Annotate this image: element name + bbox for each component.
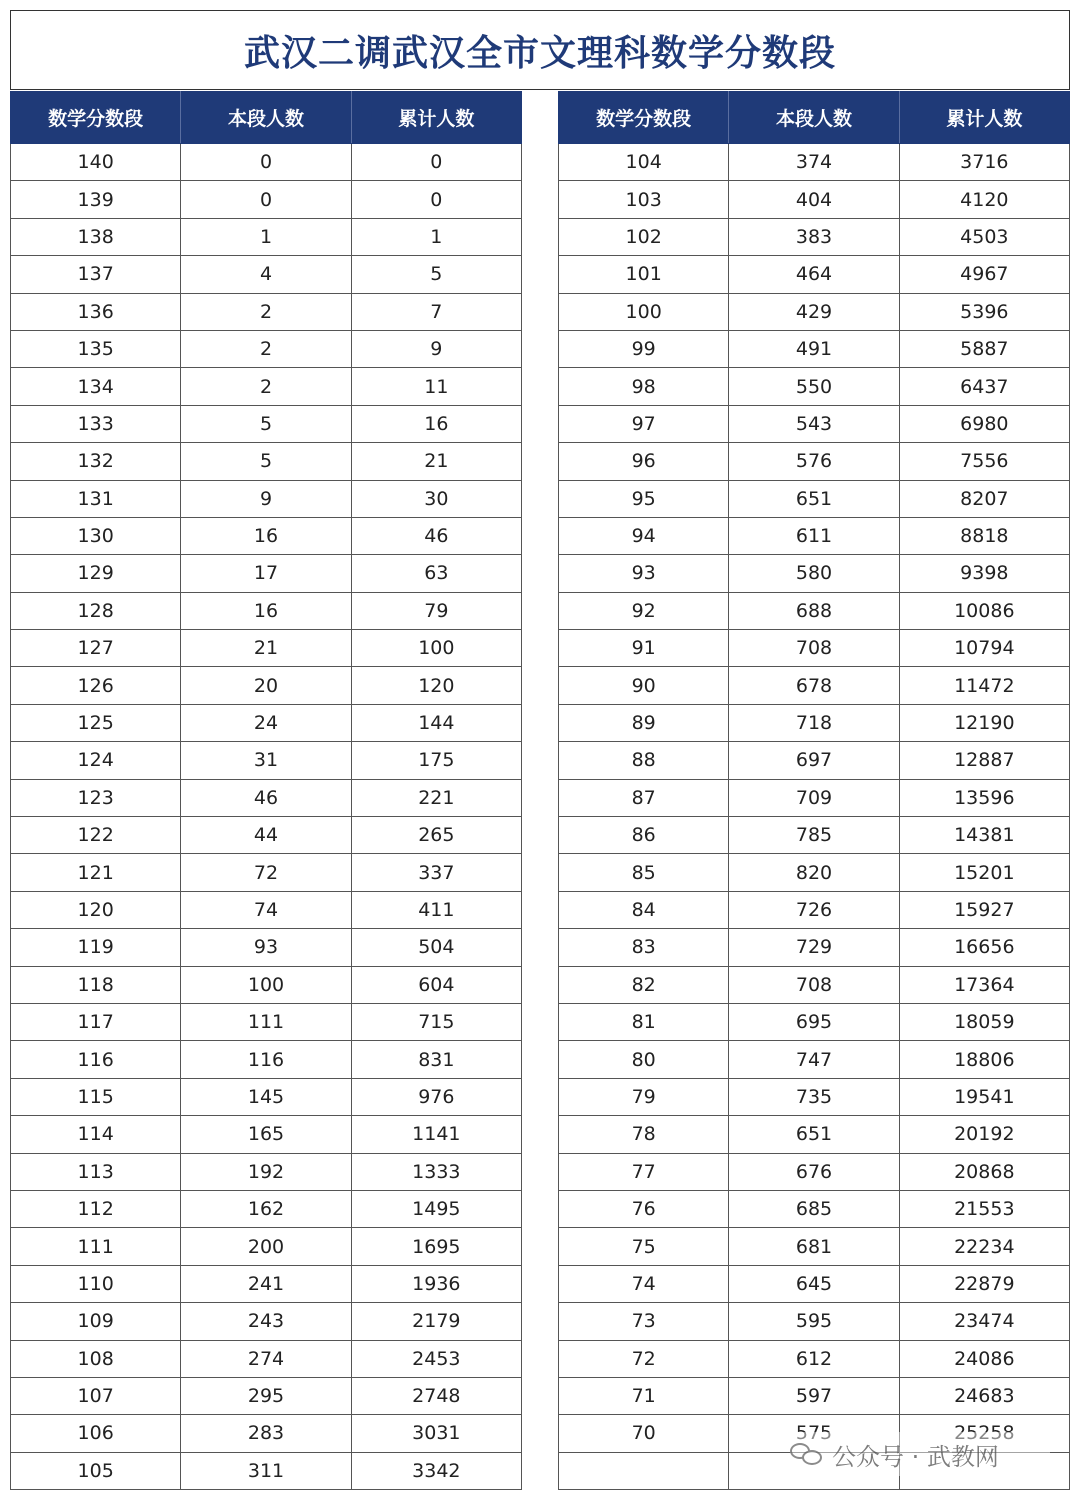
- cell-score: 105: [11, 1452, 181, 1489]
- cell-segment-count: 4: [181, 256, 351, 293]
- cell-score: 122: [11, 817, 181, 854]
- page-title-box: [10, 10, 1070, 90]
- cell-score: 119: [11, 929, 181, 966]
- cell-cumulative-count: 2453: [351, 1340, 521, 1377]
- cell-cumulative-count: 7556: [899, 443, 1069, 480]
- table-row: [11, 256, 522, 293]
- table-row: [11, 218, 522, 255]
- table-row: [11, 704, 522, 741]
- cell-score: 104: [559, 144, 729, 181]
- cell-segment-count: 283: [181, 1415, 351, 1452]
- cell-segment-count: 611: [729, 517, 899, 554]
- cell-score: 71: [559, 1377, 729, 1414]
- cell-score: 108: [11, 1340, 181, 1377]
- cell-cumulative-count: 8818: [899, 517, 1069, 554]
- table-row: [559, 592, 1070, 629]
- cell-cumulative-count: 144: [351, 704, 521, 741]
- header-score-range: 数学分数段: [559, 92, 729, 144]
- cell-segment-count: 162: [181, 1190, 351, 1227]
- cell-score: 94: [559, 517, 729, 554]
- cell-score: 91: [559, 630, 729, 667]
- cell-cumulative-count: 831: [351, 1041, 521, 1078]
- table-row: [11, 1190, 522, 1227]
- cell-cumulative-count: 24683: [899, 1377, 1069, 1414]
- cell-segment-count: 2: [181, 330, 351, 367]
- cell-cumulative-count: 265: [351, 817, 521, 854]
- cell-cumulative-count: 175: [351, 742, 521, 779]
- table-row: [11, 144, 522, 181]
- table-row: [11, 854, 522, 891]
- cell-cumulative-count: 22879: [899, 1265, 1069, 1302]
- cell-segment-count: 708: [729, 630, 899, 667]
- table-row: [559, 667, 1070, 704]
- cell-segment-count: 708: [729, 966, 899, 1003]
- cell-segment-count: 685: [729, 1190, 899, 1227]
- watermark: [790, 1432, 1050, 1476]
- table-row: [11, 630, 522, 667]
- cell-cumulative-count: 1495: [351, 1190, 521, 1227]
- cell-segment-count: 695: [729, 1003, 899, 1040]
- cell-score: 115: [11, 1078, 181, 1115]
- cell-score: 125: [11, 704, 181, 741]
- cell-cumulative-count: 7: [351, 293, 521, 330]
- cell-cumulative-count: 1: [351, 218, 521, 255]
- cell-segment-count: 0: [181, 144, 351, 181]
- table-row: [11, 1078, 522, 1115]
- table-row: [559, 1078, 1070, 1115]
- table-row: [11, 330, 522, 367]
- cell-score: [559, 1452, 729, 1489]
- cell-cumulative-count: 15927: [899, 891, 1069, 928]
- cell-segment-count: 612: [729, 1340, 899, 1377]
- table-row: [11, 1377, 522, 1414]
- cell-score: 135: [11, 330, 181, 367]
- table-row: [559, 1116, 1070, 1153]
- cell-score: 137: [11, 256, 181, 293]
- table-row: [559, 704, 1070, 741]
- table-row: [11, 1452, 522, 1489]
- cell-segment-count: 9: [181, 480, 351, 517]
- cell-cumulative-count: 18059: [899, 1003, 1069, 1040]
- table-row: [11, 555, 522, 592]
- cell-segment-count: 697: [729, 742, 899, 779]
- cell-score: 77: [559, 1153, 729, 1190]
- table-row: [11, 592, 522, 629]
- table-row: [11, 1303, 522, 1340]
- cell-score: 133: [11, 405, 181, 442]
- cell-score: 110: [11, 1265, 181, 1302]
- cell-cumulative-count: 19541: [899, 1078, 1069, 1115]
- table-row: [11, 667, 522, 704]
- table-row: [11, 443, 522, 480]
- table-row: [11, 742, 522, 779]
- cell-score: 99: [559, 330, 729, 367]
- cell-cumulative-count: 5: [351, 256, 521, 293]
- table-row: [559, 443, 1070, 480]
- cell-segment-count: 688: [729, 592, 899, 629]
- cell-cumulative-count: 221: [351, 779, 521, 816]
- cell-cumulative-count: 16656: [899, 929, 1069, 966]
- cell-score: 79: [559, 1078, 729, 1115]
- cell-cumulative-count: 20868: [899, 1153, 1069, 1190]
- cell-score: 127: [11, 630, 181, 667]
- cell-cumulative-count: 976: [351, 1078, 521, 1115]
- cell-score: 70: [559, 1415, 729, 1452]
- table-row: [11, 480, 522, 517]
- cell-score: 128: [11, 592, 181, 629]
- cell-segment-count: 383: [729, 218, 899, 255]
- table-row: [559, 1265, 1070, 1302]
- table-row: [11, 293, 522, 330]
- cell-segment-count: 0: [181, 181, 351, 218]
- table-row: [559, 779, 1070, 816]
- table-row: [11, 1153, 522, 1190]
- table-row: [11, 181, 522, 218]
- cell-cumulative-count: 11472: [899, 667, 1069, 704]
- table-header-row: [559, 92, 1070, 144]
- table-row: [559, 256, 1070, 293]
- cell-segment-count: 580: [729, 555, 899, 592]
- cell-cumulative-count: 30: [351, 480, 521, 517]
- cell-segment-count: 595: [729, 1303, 899, 1340]
- cell-cumulative-count: 411: [351, 891, 521, 928]
- table-row: [11, 929, 522, 966]
- cell-segment-count: 100: [181, 966, 351, 1003]
- cell-segment-count: 543: [729, 405, 899, 442]
- cell-score: 89: [559, 704, 729, 741]
- table-row: [559, 330, 1070, 367]
- cell-score: 121: [11, 854, 181, 891]
- cell-segment-count: 597: [729, 1377, 899, 1414]
- cell-segment-count: 46: [181, 779, 351, 816]
- cell-segment-count: 295: [181, 1377, 351, 1414]
- table-row: [559, 293, 1070, 330]
- cell-segment-count: 145: [181, 1078, 351, 1115]
- cell-segment-count: 735: [729, 1078, 899, 1115]
- table-row: [11, 1116, 522, 1153]
- cell-cumulative-count: 17364: [899, 966, 1069, 1003]
- table-row: [11, 1228, 522, 1265]
- cell-cumulative-count: 0: [351, 144, 521, 181]
- cell-segment-count: 116: [181, 1041, 351, 1078]
- cell-segment-count: 241: [181, 1265, 351, 1302]
- cell-segment-count: 678: [729, 667, 899, 704]
- table-row: [559, 181, 1070, 218]
- cell-segment-count: 820: [729, 854, 899, 891]
- header-cumulative-count: 累计人数: [899, 92, 1069, 144]
- cell-cumulative-count: 6437: [899, 368, 1069, 405]
- cell-cumulative-count: 1333: [351, 1153, 521, 1190]
- cell-score: 92: [559, 592, 729, 629]
- cell-score: 102: [559, 218, 729, 255]
- cell-segment-count: 2: [181, 293, 351, 330]
- table-row: [11, 891, 522, 928]
- cell-score: 76: [559, 1190, 729, 1227]
- cell-score: 130: [11, 517, 181, 554]
- cell-segment-count: 72: [181, 854, 351, 891]
- cell-segment-count: 24: [181, 704, 351, 741]
- table-row: [559, 817, 1070, 854]
- cell-score: 134: [11, 368, 181, 405]
- cell-cumulative-count: 63: [351, 555, 521, 592]
- cell-score: 123: [11, 779, 181, 816]
- cell-score: 74: [559, 1265, 729, 1302]
- cell-segment-count: 192: [181, 1153, 351, 1190]
- cell-score: 83: [559, 929, 729, 966]
- cell-score: 93: [559, 555, 729, 592]
- cell-score: 109: [11, 1303, 181, 1340]
- cell-cumulative-count: 5887: [899, 330, 1069, 367]
- table-row: [559, 929, 1070, 966]
- cell-segment-count: 645: [729, 1265, 899, 1302]
- page-title: 武汉二调武汉全市文理科数学分数段: [243, 32, 836, 74]
- cell-cumulative-count: 8207: [899, 480, 1069, 517]
- cell-score: 84: [559, 891, 729, 928]
- table-row: [559, 555, 1070, 592]
- table-row: [559, 1340, 1070, 1377]
- cell-segment-count: 311: [181, 1452, 351, 1489]
- cell-segment-count: 5: [181, 443, 351, 480]
- header-segment-count: 本段人数: [729, 92, 899, 144]
- cell-score: 126: [11, 667, 181, 704]
- cell-cumulative-count: 100: [351, 630, 521, 667]
- cell-cumulative-count: 2179: [351, 1303, 521, 1340]
- cell-cumulative-count: 1695: [351, 1228, 521, 1265]
- table-row: [559, 630, 1070, 667]
- cell-score: 96: [559, 443, 729, 480]
- cell-segment-count: 44: [181, 817, 351, 854]
- header-score-range: 数学分数段: [11, 92, 181, 144]
- header-segment-count: 本段人数: [181, 92, 351, 144]
- table-row: [11, 368, 522, 405]
- table-row: [11, 517, 522, 554]
- table-row: [559, 1303, 1070, 1340]
- cell-score: 106: [11, 1415, 181, 1452]
- cell-cumulative-count: 14381: [899, 817, 1069, 854]
- cell-score: 78: [559, 1116, 729, 1153]
- watermark-text: 公众号 · 武教网: [832, 1442, 999, 1471]
- cell-score: 95: [559, 480, 729, 517]
- cell-cumulative-count: 13596: [899, 779, 1069, 816]
- cell-cumulative-count: 504: [351, 929, 521, 966]
- cell-cumulative-count: 604: [351, 966, 521, 1003]
- table-row: [559, 1377, 1070, 1414]
- table-row: [559, 1003, 1070, 1040]
- cell-cumulative-count: 3716: [899, 144, 1069, 181]
- cell-segment-count: 2: [181, 368, 351, 405]
- score-table-right: [558, 91, 1070, 1490]
- cell-segment-count: 491: [729, 330, 899, 367]
- cell-score: 85: [559, 854, 729, 891]
- cell-score: 120: [11, 891, 181, 928]
- table-row: [559, 854, 1070, 891]
- score-table-left: [10, 91, 522, 1490]
- cell-cumulative-count: 6980: [899, 405, 1069, 442]
- table-row: [559, 1190, 1070, 1227]
- cell-cumulative-count: 1141: [351, 1116, 521, 1153]
- table-row: [11, 779, 522, 816]
- cell-score: 138: [11, 218, 181, 255]
- cell-cumulative-count: 20192: [899, 1116, 1069, 1153]
- table-row: [559, 405, 1070, 442]
- cell-cumulative-count: 21553: [899, 1190, 1069, 1227]
- cell-cumulative-count: 4967: [899, 256, 1069, 293]
- cell-segment-count: 550: [729, 368, 899, 405]
- table-row: [559, 218, 1070, 255]
- cell-cumulative-count: 21: [351, 443, 521, 480]
- cell-segment-count: 200: [181, 1228, 351, 1265]
- cell-segment-count: 429: [729, 293, 899, 330]
- cell-score: 131: [11, 480, 181, 517]
- cell-score: 101: [559, 256, 729, 293]
- cell-cumulative-count: 337: [351, 854, 521, 891]
- cell-cumulative-count: 0: [351, 181, 521, 218]
- cell-score: 82: [559, 966, 729, 1003]
- cell-score: 132: [11, 443, 181, 480]
- cell-score: 117: [11, 1003, 181, 1040]
- cell-score: 107: [11, 1377, 181, 1414]
- cell-score: 88: [559, 742, 729, 779]
- cell-segment-count: 74: [181, 891, 351, 928]
- cell-score: 90: [559, 667, 729, 704]
- table-row: [11, 1415, 522, 1452]
- cell-cumulative-count: 10794: [899, 630, 1069, 667]
- cell-segment-count: 20: [181, 667, 351, 704]
- table-row: [559, 144, 1070, 181]
- cell-score: 73: [559, 1303, 729, 1340]
- cell-score: 97: [559, 405, 729, 442]
- cell-score: 80: [559, 1041, 729, 1078]
- table-row: [11, 966, 522, 1003]
- cell-cumulative-count: 5396: [899, 293, 1069, 330]
- cell-segment-count: 651: [729, 1116, 899, 1153]
- cell-segment-count: 718: [729, 704, 899, 741]
- cell-segment-count: 576: [729, 443, 899, 480]
- table-row: [11, 1041, 522, 1078]
- cell-score: 81: [559, 1003, 729, 1040]
- cell-segment-count: 16: [181, 517, 351, 554]
- cell-score: 72: [559, 1340, 729, 1377]
- cell-cumulative-count: 79: [351, 592, 521, 629]
- cell-score: 111: [11, 1228, 181, 1265]
- table-row: [11, 817, 522, 854]
- cell-segment-count: 681: [729, 1228, 899, 1265]
- cell-score: 112: [11, 1190, 181, 1227]
- cell-cumulative-count: 9398: [899, 555, 1069, 592]
- cell-segment-count: 243: [181, 1303, 351, 1340]
- cell-score: 87: [559, 779, 729, 816]
- cell-segment-count: 785: [729, 817, 899, 854]
- table-header-row: [11, 92, 522, 144]
- cell-cumulative-count: 9: [351, 330, 521, 367]
- table-row: [559, 480, 1070, 517]
- cell-cumulative-count: 12887: [899, 742, 1069, 779]
- cell-score: 100: [559, 293, 729, 330]
- table-row: [559, 1153, 1070, 1190]
- cell-cumulative-count: 23474: [899, 1303, 1069, 1340]
- cell-score: 124: [11, 742, 181, 779]
- cell-score: 75: [559, 1228, 729, 1265]
- table-row: [11, 1003, 522, 1040]
- cell-segment-count: 111: [181, 1003, 351, 1040]
- cell-cumulative-count: 3031: [351, 1415, 521, 1452]
- cell-cumulative-count: 46: [351, 517, 521, 554]
- header-cumulative-count: 累计人数: [351, 92, 521, 144]
- cell-score: 136: [11, 293, 181, 330]
- cell-score: 140: [11, 144, 181, 181]
- cell-score: 118: [11, 966, 181, 1003]
- cell-segment-count: 165: [181, 1116, 351, 1153]
- cell-segment-count: 17: [181, 555, 351, 592]
- cell-cumulative-count: 22234: [899, 1228, 1069, 1265]
- cell-cumulative-count: 120: [351, 667, 521, 704]
- cell-score: 103: [559, 181, 729, 218]
- cell-segment-count: 726: [729, 891, 899, 928]
- cell-segment-count: 747: [729, 1041, 899, 1078]
- cell-score: 98: [559, 368, 729, 405]
- cell-segment-count: 93: [181, 929, 351, 966]
- wechat-icon: [790, 1441, 824, 1467]
- cell-cumulative-count: 715: [351, 1003, 521, 1040]
- cell-segment-count: 404: [729, 181, 899, 218]
- cell-score: 139: [11, 181, 181, 218]
- cell-score: 114: [11, 1116, 181, 1153]
- table-row: [559, 1228, 1070, 1265]
- table-row: [559, 1041, 1070, 1078]
- cell-segment-count: 374: [729, 144, 899, 181]
- table-row: [559, 966, 1070, 1003]
- cell-cumulative-count: 4503: [899, 218, 1069, 255]
- cell-cumulative-count: 10086: [899, 592, 1069, 629]
- cell-cumulative-count: 2748: [351, 1377, 521, 1414]
- cell-cumulative-count: 24086: [899, 1340, 1069, 1377]
- cell-segment-count: 16: [181, 592, 351, 629]
- cell-cumulative-count: 4120: [899, 181, 1069, 218]
- cell-cumulative-count: 18806: [899, 1041, 1069, 1078]
- cell-segment-count: 21: [181, 630, 351, 667]
- cell-score: 129: [11, 555, 181, 592]
- cell-cumulative-count: 15201: [899, 854, 1069, 891]
- cell-score: 116: [11, 1041, 181, 1078]
- table-row: [559, 891, 1070, 928]
- cell-cumulative-count: 1936: [351, 1265, 521, 1302]
- cell-cumulative-count: 3342: [351, 1452, 521, 1489]
- cell-segment-count: 676: [729, 1153, 899, 1190]
- cell-segment-count: 5: [181, 405, 351, 442]
- cell-segment-count: 1: [181, 218, 351, 255]
- cell-cumulative-count: 12190: [899, 704, 1069, 741]
- table-row: [11, 1340, 522, 1377]
- cell-segment-count: 274: [181, 1340, 351, 1377]
- table-row: [559, 517, 1070, 554]
- table-row: [11, 1265, 522, 1302]
- cell-segment-count: 709: [729, 779, 899, 816]
- cell-segment-count: 464: [729, 256, 899, 293]
- cell-score: 113: [11, 1153, 181, 1190]
- cell-segment-count: 651: [729, 480, 899, 517]
- table-row: [559, 368, 1070, 405]
- table-row: [559, 742, 1070, 779]
- cell-segment-count: 31: [181, 742, 351, 779]
- cell-segment-count: 729: [729, 929, 899, 966]
- cell-cumulative-count: 11: [351, 368, 521, 405]
- table-row: [11, 405, 522, 442]
- cell-score: 86: [559, 817, 729, 854]
- cell-cumulative-count: 16: [351, 405, 521, 442]
